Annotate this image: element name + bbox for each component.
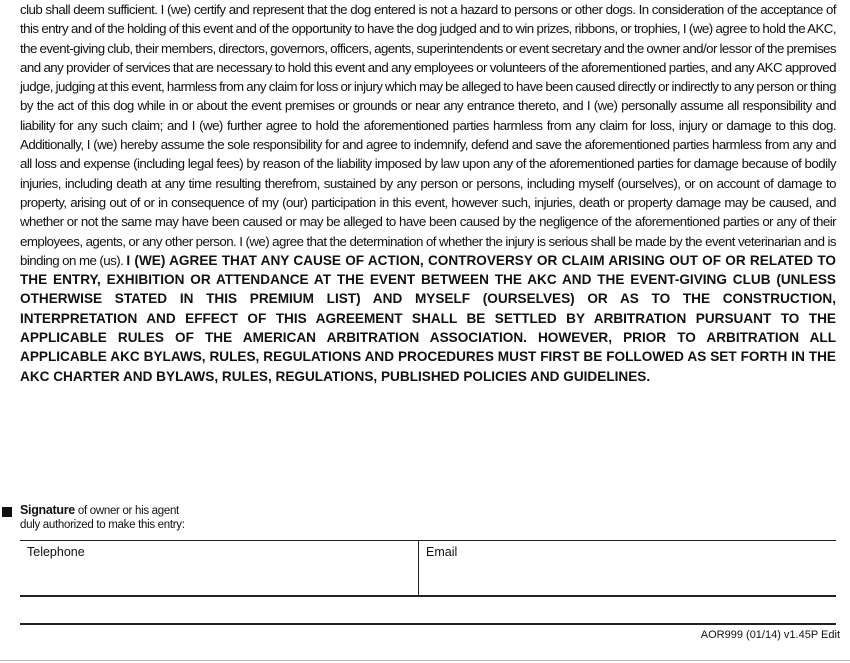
contact-row [20, 540, 836, 597]
signature-label [20, 503, 185, 532]
agreement-section [20, 0, 836, 386]
page-edge-divider [0, 660, 850, 661]
email-label: Email [426, 545, 458, 559]
form-code: AOR999 (01/14) v1.45P Edit [700, 629, 840, 641]
signature-marker-icon [2, 507, 12, 517]
signature-label-line2: duly authorized to make this entry: [20, 519, 185, 531]
arbitration-clause: I (WE) AGREE THAT ANY CAUSE OF ACTION, CONTROVERSY OR CLAIM ARISING OUT OF OR RELATED TO THE ENTRY, EXHIBITION OR ATTENDANCE AT THE EVENT BETWEEN THE AKC AND THE EVENT-GIVING CLUB (UNLESS OTHERWISE STATED IN THIS PREMIUM LIST) AND MYSELF (OURSELVES) OR AS TO THE CONSTRUCTION, INTERPRETATION AND EFFECT OF THIS AGREEMENT SHALL BE SETTLED BY ARBITRATION PURSUANT TO THE APPLICABLE RULES OF THE AMERICAN ARBITRATION ASSOCIATION. HOWEVER, PRIOR TO ARBITRATION ALL APPLICABLE AKC BYLAWS, RULES, REGULATIONS AND PROCEDURES MUST FIRST BE FOLLOWED AS SET FORTH IN THE AKC CHARTER AND BYLAWS, RULES, REGULATIONS, PUBLISHED POLICIES AND GUIDELINES. [20, 252, 836, 384]
email-field[interactable] [418, 541, 837, 595]
agreement-paragraph [20, 0, 836, 386]
signature-label-bold: Signature [20, 503, 75, 517]
agreement-body-text: club shall deem sufficient. I (we) certify and represent that the dog entered is not a hazard to persons or other dogs. In consideration of the acceptance of this entry and of the holding of this event and of the opportunity to have the dog judged and to win prizes, ribbons, or trophies, I (we) agree to hold the AKC, the event-giving club, their members, directors, governors, officers, agents, superintendents or event secretary and the owner and/or lessor of the premises and any provider of services that are necessary to hold this event and any employees or volunteers of the aforementioned parties, and any AKC approved judge, judging at this event, harmless from any claim for loss or injury which may be alleged to have been caused directly or indirectly to any person or thing by the act of this dog while in or about the event premises or grounds or near any entrance thereto, and I (we) personally assume all responsibility and liability for any such claim; and I (we) further agree to hold the aforementioned parties harmless from any claim for loss, injury or damage to this dog. Additionally, I (we) hereby assume the sole responsibility for and agree to indemnify, defend and save the aforementioned parties harmless from any and all loss and expense (including legal fees) by reason of the liability imposed by law upon any of the aforementioned parties for damage because of bodily injuries, including death at any time resulting therefrom, sustained by any person or persons, including myself (ourselves), or on account of damage to property, arising out of or in consequence of my (our) participation in this event, however such, injuries, death or property damage may be caused, and whether or not the same may have been caused or may be alleged to have been caused by the negligence of the aforementioned parties or any of their employees, agents, or any other person. I (we) agree that the determination of whether the injury is serious shall be made by the event veterinarian and is binding on me (us). [20, 2, 836, 268]
bottom-divider [20, 623, 836, 625]
signature-label-rest: of owner or his agent [77, 505, 179, 517]
telephone-label: Telephone [27, 545, 85, 559]
telephone-field[interactable] [20, 541, 418, 595]
